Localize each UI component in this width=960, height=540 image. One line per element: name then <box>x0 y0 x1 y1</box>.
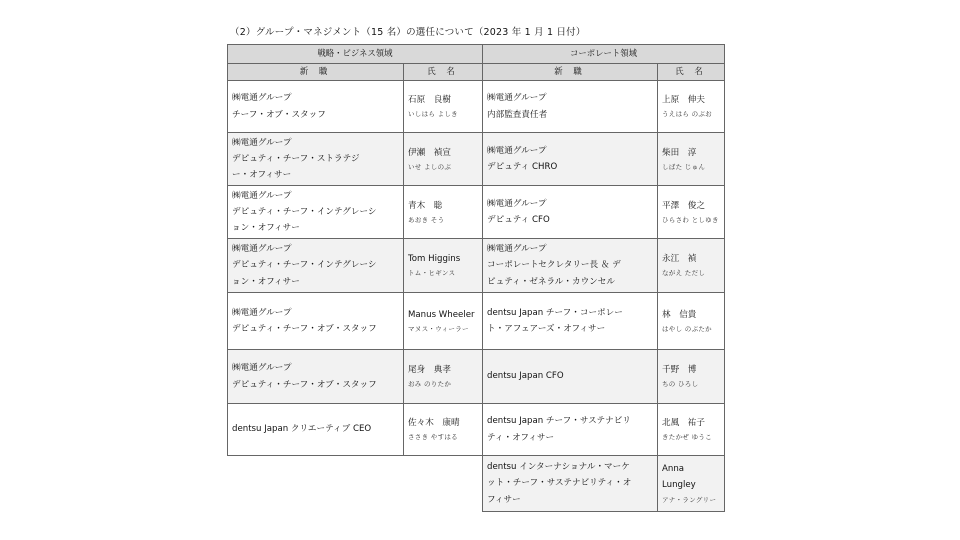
page-caption: （2）グループ・マネジメント（15 名）の選任について（2023 年 1 月 1 日付） <box>230 27 586 38</box>
name-cell: 千野 博 ちの ひろし <box>658 350 725 404</box>
position-cell: ㈱電通グループ デピュティ・チーフ・ストラテジ ー・オフィサー <box>228 133 404 186</box>
position-cell: ㈱電通グループ チーフ・オブ・スタッフ <box>228 81 404 133</box>
name-cell: 佐々木 康晴 ささき やすはる <box>404 404 483 456</box>
table-row <box>228 293 483 350</box>
name-cell: Anna Lungley アナ・ラングリー <box>658 456 725 512</box>
name-cell: Manus Wheeler マヌス・ウィーラー <box>404 293 483 350</box>
position-cell: ㈱電通グループ デピュティ CHRO <box>483 133 658 186</box>
name-cell: 林 信貴 はやし のぶたか <box>658 293 725 350</box>
name-cell: 柴田 淳 しばた じゅん <box>658 133 725 186</box>
corporate-table <box>482 44 725 512</box>
table-row <box>483 404 725 456</box>
position-cell: dentsu インターナショナル・マーケ ット・チーフ・サステナビリティ・オ フィサー <box>483 456 658 512</box>
right-col-name: 氏 名 <box>658 64 725 81</box>
left-col-position: 新 職 <box>228 64 404 81</box>
table-row <box>483 133 725 186</box>
position-cell: dentsu Japan チーフ・コーポレー ト・アフェアーズ・オフィサー <box>483 293 658 350</box>
position-cell: ㈱電通グループ デピュティ・チーフ・オブ・スタッフ <box>228 293 404 350</box>
table-row <box>228 81 483 133</box>
name-cell: 石原 良樹 いしはら よしき <box>404 81 483 133</box>
position-cell: ㈱電通グループ 内部監査責任者 <box>483 81 658 133</box>
name-cell: 平澤 俊之 ひらさわ としゆき <box>658 186 725 239</box>
position-cell: ㈱電通グループ デピュティ・チーフ・インテグレーシ ョン・オフィサー <box>228 239 404 293</box>
table-row <box>228 133 483 186</box>
position-cell: ㈱電通グループ コーポレートセクレタリー長 ＆ デ ピュティ・ゼネラル・カウンセル <box>483 239 658 293</box>
name-cell: 伊瀬 禎宣 いせ よしのぶ <box>404 133 483 186</box>
name-cell: 上原 伸夫 うえはら のぶお <box>658 81 725 133</box>
strategy-business-table <box>227 44 483 456</box>
right-col-position: 新 職 <box>483 64 658 81</box>
table-row <box>483 350 725 404</box>
name-cell: 尾身 典孝 おみ のりたか <box>404 350 483 404</box>
position-cell: dentsu Japan クリエーティブ CEO <box>228 404 404 456</box>
table-row <box>483 239 725 293</box>
table-row <box>228 350 483 404</box>
position-cell: dentsu Japan CFO <box>483 350 658 404</box>
table-row <box>483 81 725 133</box>
table-row <box>483 293 725 350</box>
position-cell: ㈱電通グループ デピュティ・チーフ・オブ・スタッフ <box>228 350 404 404</box>
name-cell: 青木 聡 あおき そう <box>404 186 483 239</box>
position-cell: ㈱電通グループ デピュティ CFO <box>483 186 658 239</box>
right-section-header: コーポレート領域 <box>483 45 725 64</box>
table-row <box>228 404 483 456</box>
left-section-header: 戦略・ビジネス領域 <box>228 45 483 64</box>
name-cell: 北風 祐子 きたかぜ ゆうこ <box>658 404 725 456</box>
table-row <box>483 456 725 512</box>
table-row <box>228 239 483 293</box>
table-row <box>228 186 483 239</box>
position-cell: dentsu Japan チーフ・サステナビリ ティ・オフィサー <box>483 404 658 456</box>
position-cell: ㈱電通グループ デピュティ・チーフ・インテグレーシ ョン・オフィサー <box>228 186 404 239</box>
name-cell: 永江 禎 ながえ ただし <box>658 239 725 293</box>
left-col-name: 氏 名 <box>404 64 483 81</box>
table-row <box>483 186 725 239</box>
name-cell: Tom Higgins トム・ヒギンス <box>404 239 483 293</box>
